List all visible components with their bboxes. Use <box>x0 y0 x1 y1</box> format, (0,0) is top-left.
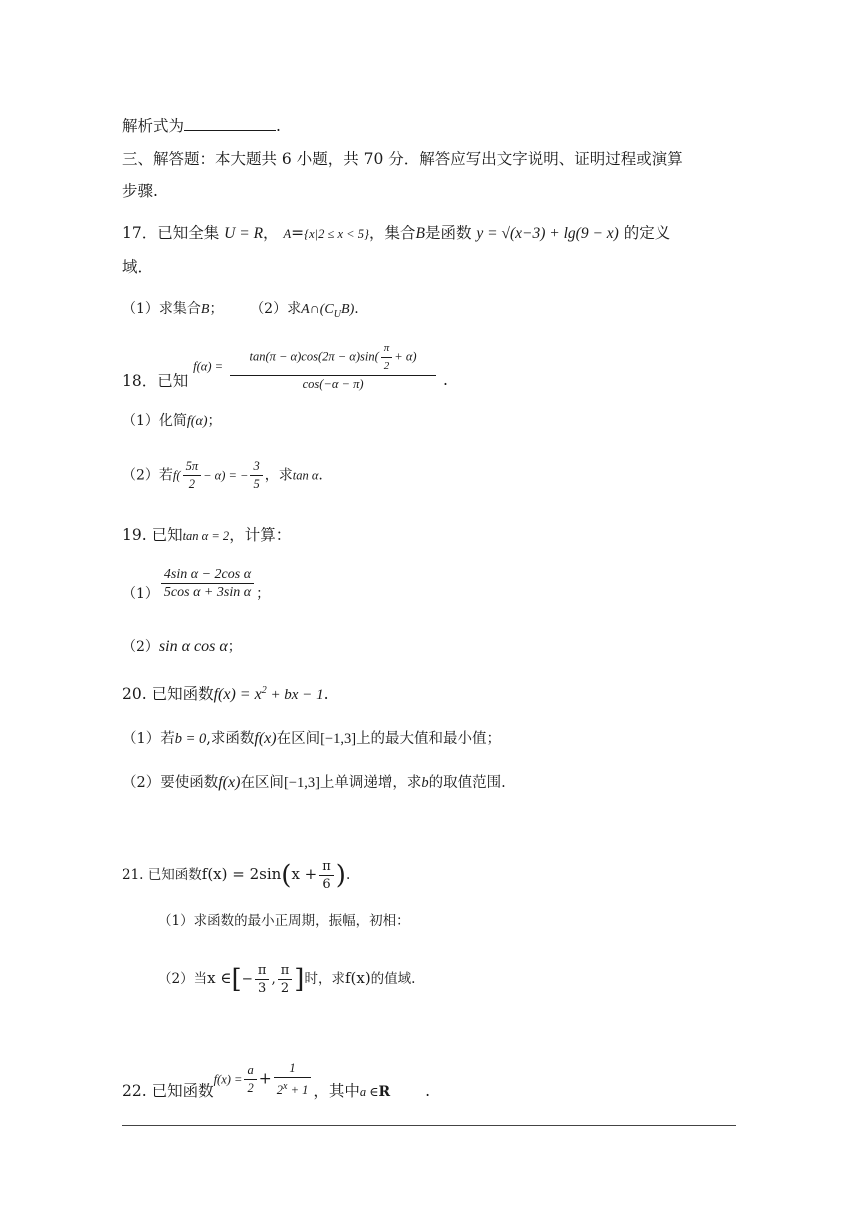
question-18-part2: （2）若f( $\frac{5\pi}{2}$ − α) = − $\frac{3}{5}$ ，求tan α. <box>122 459 323 491</box>
question-21-part2: （2）当x ∈[− $\frac{\pi}{3}$ , $\frac{\pi}{2}$ ]时，求f(x)的值域. <box>158 963 416 996</box>
q18-fraction: tan(π − α)cos(2π − α)sin( $\frac{\pi}{2}$ + α) cos(−α − π) <box>230 340 436 393</box>
question-18-part1: （1）化简f(α)； <box>122 413 222 429</box>
q17-function: y = √(x−3) + lg(9 − x) <box>476 225 619 242</box>
fill-blank-line: 解析式为 . <box>122 114 281 137</box>
question-21: 21. 已知函数f(x) = 2sin(x + $\frac{\pi}{6}$ ). <box>122 859 351 892</box>
question-20-part2: （2）要使函数f(x)在区间[−1,3]上单调递增，求b的取值范围. <box>122 774 506 791</box>
question-19: 19. 已知tan α = 2，计算： <box>122 526 292 544</box>
question-20-part1: （1）若b = 0,求函数f(x)在区间[−1,3]上的最大值和最小值； <box>122 730 502 747</box>
question-17: 17．已知全集 U = R， A={x|2 ≤ x < 5}，集合B是函数 y = √(x−3) + lg(9 − x) 的定义 <box>122 224 671 242</box>
line-text: 解析式为 <box>122 117 185 135</box>
question-19-part1: （1） $\frac{\text{4sin α − 2cos α}}{\text{5cos α + 3sin α}}$ ； <box>122 567 271 602</box>
answer-blank <box>184 114 276 131</box>
section-heading: 三、解答题：本大题共 6 小题，共 70 分．解答应写出文字说明、证明过程或演算 <box>122 150 683 168</box>
question-17-cont: 域． <box>122 258 154 276</box>
question-21-part1: （1）求函数的最小正周期，振幅，初相： <box>158 913 410 929</box>
question-18: 18．已知 f(α) = tan(π − α)cos(2π − α)sin( $\frac{\pi}{2}$ + α) cos(−α − π) . <box>122 342 448 391</box>
question-20: 20. 已知函数$f(x) = x^2$ + bx − 1. <box>122 685 329 704</box>
question-19-part2: （2）sin α cos α； <box>122 638 242 655</box>
question-22: 22. 已知函数f(x) = $\frac{a}{2}$ + $\frac{1}{2^x + 1}$ ，其中$_{a \in}$R . <box>122 1061 431 1100</box>
section-heading-cont: 步骤. <box>122 182 158 200</box>
footer-divider <box>122 1125 736 1126</box>
question-17-parts: （1）求集合B； （2）求$A\cap(C_UB)$. <box>122 301 359 320</box>
